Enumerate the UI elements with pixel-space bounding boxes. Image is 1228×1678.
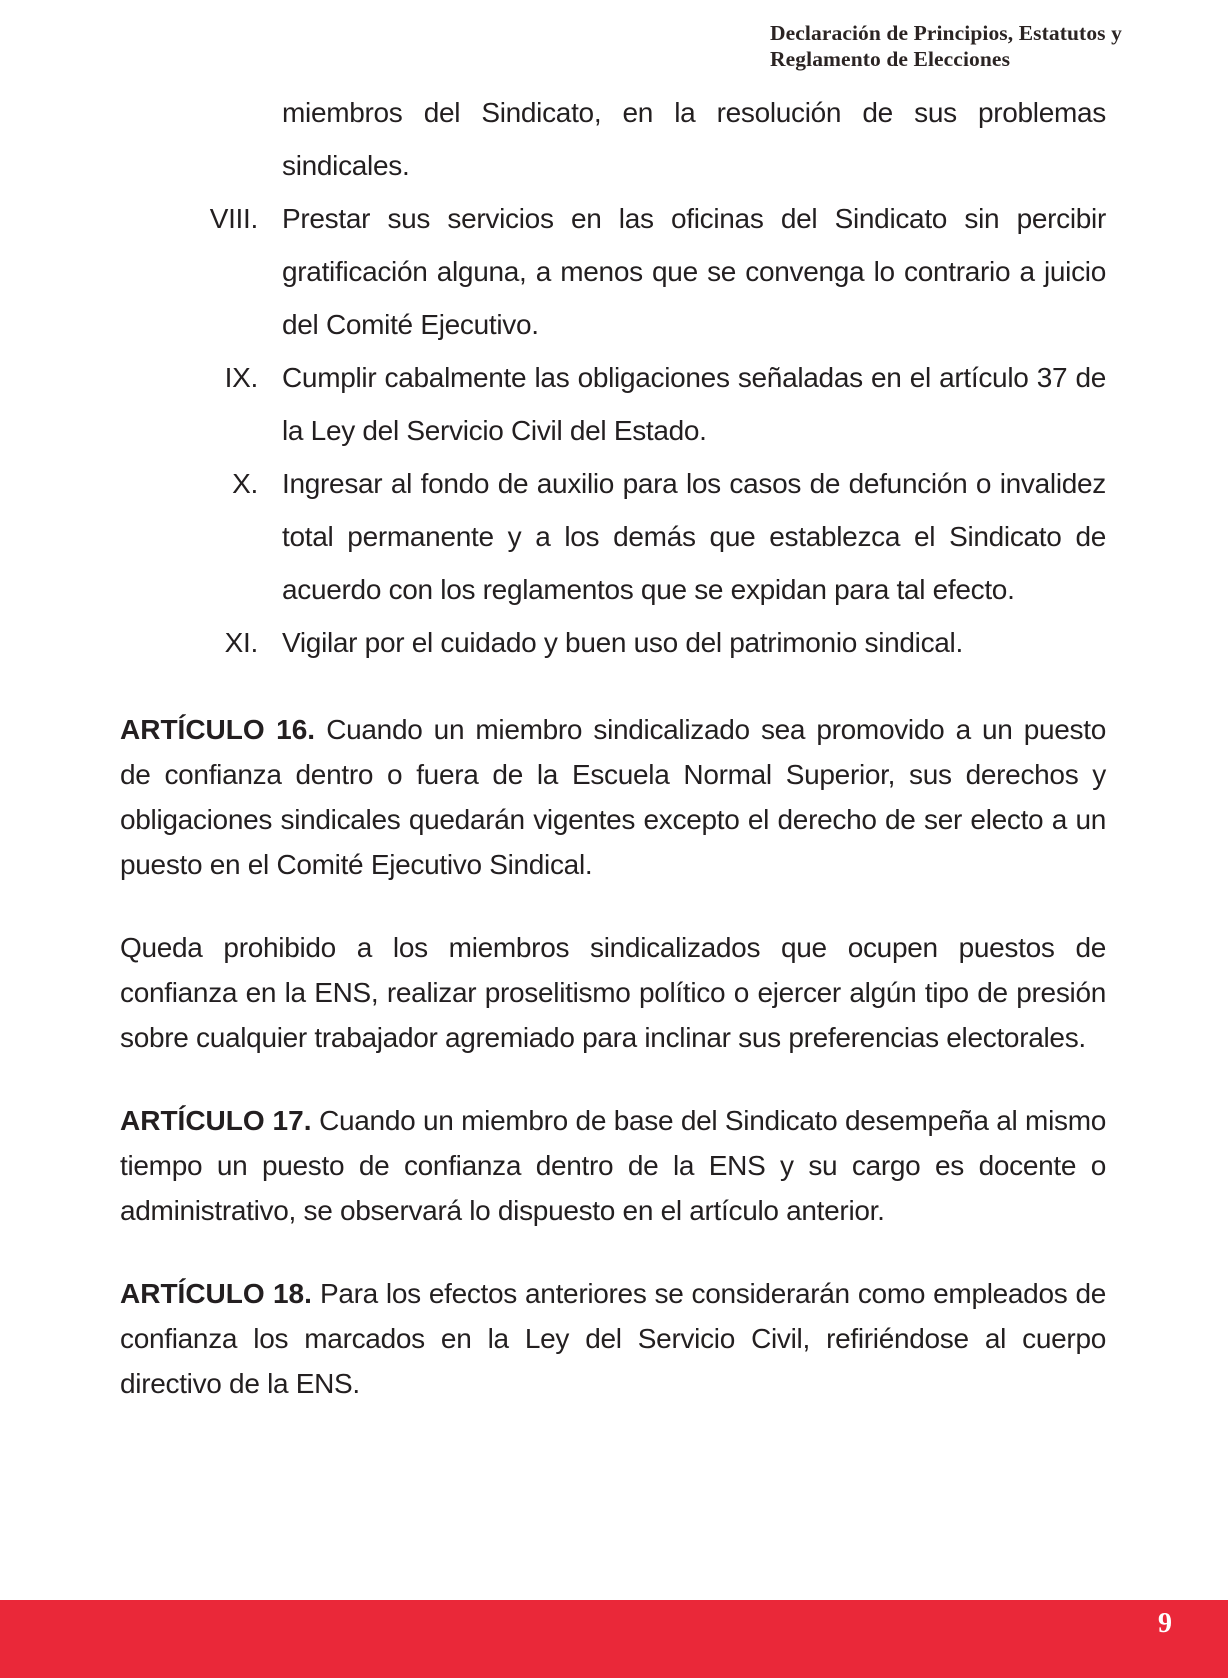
list-item-numeral: XI.	[224, 627, 258, 658]
running-header-line-2: Reglamento de Elecciones	[770, 47, 1011, 71]
list-item	[120, 86, 1106, 192]
list-item-text: Cumplir cabalmente las obligaciones señaladas en el artículo 37 de la Ley del Servicio Civil del Estado.	[282, 362, 1106, 446]
list-item-text: Ingresar al fondo de auxilio para los casos de defunción o invalidez total permanente y a los demás que establezca el Sindicato de acuerdo con los reglamentos que se expidan para tal efecto.	[282, 468, 1106, 605]
running-header-line-1: Declaración de Principios, Estatutos y	[770, 21, 1122, 45]
article-18-text: Para los efectos anteriores se considerarán como empleados de confianza los marcados en la Ley del Servicio Civil, refiriéndose al cuerpo directivo de la ENS.	[120, 1278, 1106, 1399]
list-item-numeral: X.	[232, 468, 258, 499]
list-item-text: miembros del Sindicato, en la resolución de sus problemas sindicales.	[282, 97, 1106, 181]
article-16-text: Cuando un miembro sindicalizado sea promovido a un puesto de confianza dentro o fuera de la Escuela Normal Superior, sus derechos y obligaciones sindicales quedarán vigentes excepto el derecho de ser electo a un puesto en el Comité Ejecutivo Sindical.	[120, 714, 1106, 880]
article-17-text: Cuando un miembro de base del Sindicato desempeña al mismo tiempo un puesto de confianza dentro de la ENS y su cargo es docente o administrativo, se observará lo dispuesto en el artículo anterior.	[120, 1105, 1106, 1226]
article-16-paragraph	[120, 707, 1106, 887]
list-item	[120, 616, 1106, 669]
list-item-text: Vigilar por el cuidado y buen uso del patrimonio sindical.	[282, 627, 963, 658]
footer-bar	[0, 1600, 1228, 1678]
article-17-paragraph	[120, 1098, 1106, 1233]
list-item	[120, 457, 1106, 616]
prohibition-text: Queda prohibido a los miembros sindicalizados que ocupen puestos de confianza en la ENS, realizar proselitismo político o ejercer algún tipo de presión sobre cualquier trabajador agremiado para inclinar sus preferencias electorales.	[120, 932, 1106, 1053]
article-18-lead: ARTÍCULO 18.	[120, 1278, 312, 1309]
running-header	[770, 20, 1170, 72]
list-item-numeral	[120, 86, 282, 192]
list-item-text: Prestar sus servicios en las oficinas del Sindicato sin percibir gratificación alguna, a menos que se convenga lo contrario a juicio del Comité Ejecutivo.	[282, 203, 1106, 340]
article-18-paragraph	[120, 1271, 1106, 1406]
list-item	[120, 192, 1106, 351]
list-item	[120, 351, 1106, 457]
article-17-lead: ARTÍCULO 17.	[120, 1105, 312, 1136]
article-16-lead: ARTÍCULO 16.	[120, 714, 316, 745]
page-number: 9	[1158, 1608, 1172, 1639]
list-item-numeral: VIII.	[209, 203, 258, 234]
obligations-list	[120, 86, 1106, 669]
list-item-numeral: IX.	[224, 362, 258, 393]
page-content	[120, 86, 1106, 1406]
prohibition-paragraph	[120, 925, 1106, 1060]
